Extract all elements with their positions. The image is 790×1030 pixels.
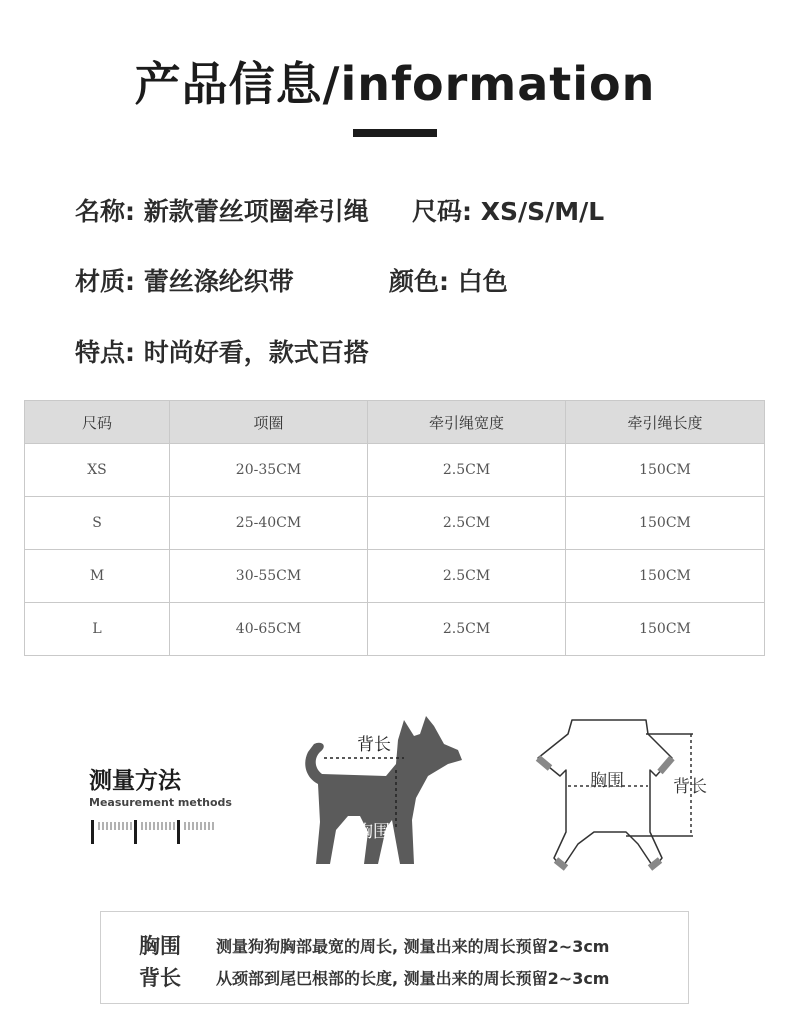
note-chest-label: 胸围 <box>139 934 181 958</box>
size-table <box>24 400 765 656</box>
shirt-diagram <box>528 712 728 872</box>
measure-title: 测量方法 <box>89 768 181 794</box>
info-material: 材质: 蕾丝涤纶织带 <box>75 267 294 296</box>
table-cell: 40-65CM <box>170 603 368 656</box>
measure-subtitle: Measurement methods <box>89 796 232 809</box>
table-row <box>25 603 765 656</box>
dog-back-label: 背长 <box>357 735 391 755</box>
table-cell: 150CM <box>566 497 765 550</box>
table-cell: 20-35CM <box>170 444 368 497</box>
dog-chest-label: 胸围 <box>356 822 390 842</box>
note-back-label: 背长 <box>139 966 181 990</box>
shirt-outline <box>538 720 672 868</box>
table-row <box>25 444 765 497</box>
table-cell: 2.5CM <box>368 603 566 656</box>
ruler-icon <box>89 818 221 846</box>
table-row <box>25 550 765 603</box>
shirt-back-label: 背长 <box>673 777 707 797</box>
shirt-chest-label: 胸围 <box>590 771 624 791</box>
table-cell: 2.5CM <box>368 444 566 497</box>
table-cell: XS <box>25 444 170 497</box>
measurement-notes-box <box>100 911 689 1004</box>
info-size: 尺码: XS/S/M/L <box>412 197 605 226</box>
table-cell: M <box>25 550 170 603</box>
info-color: 颜色: 白色 <box>389 267 508 296</box>
info-feature: 特点: 时尚好看，款式百搭 <box>75 338 369 367</box>
table-row <box>25 497 765 550</box>
dog-diagram <box>300 712 480 872</box>
table-header-cell: 尺码 <box>25 401 170 444</box>
table-cell: 25-40CM <box>170 497 368 550</box>
table-header-cell: 项圈 <box>170 401 368 444</box>
table-cell: 2.5CM <box>368 550 566 603</box>
table-cell: 150CM <box>566 603 765 656</box>
table-header-row <box>25 401 765 444</box>
page-title: 产品信息/information <box>134 57 656 111</box>
info-product-name: 名称: 新款蕾丝项圈牵引绳 <box>75 197 369 226</box>
table-cell: 150CM <box>566 550 765 603</box>
title-underline <box>353 129 437 137</box>
table-cell: 30-55CM <box>170 550 368 603</box>
table-header-cell: 牵引绳长度 <box>566 401 765 444</box>
note-back-text: 从颈部到尾巴根部的长度, 测量出来的周长预留2~3cm <box>216 969 610 988</box>
table-cell: 150CM <box>566 444 765 497</box>
table-cell: 2.5CM <box>368 497 566 550</box>
table-cell: S <box>25 497 170 550</box>
note-chest-text: 测量狗狗胸部最宽的周长, 测量出来的周长预留2~3cm <box>216 937 610 956</box>
table-header-cell: 牵引绳宽度 <box>368 401 566 444</box>
table-cell: L <box>25 603 170 656</box>
